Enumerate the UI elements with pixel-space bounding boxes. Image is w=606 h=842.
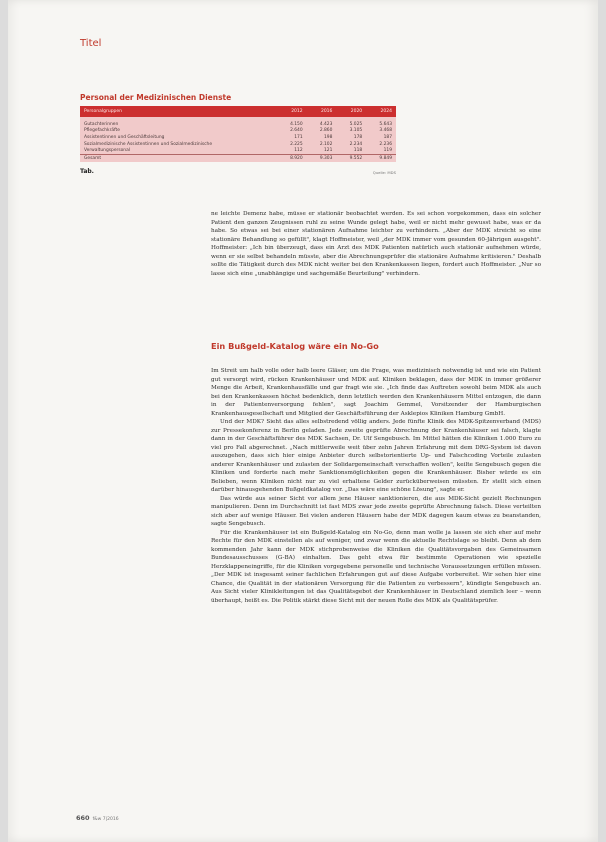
paragraph: ne leichte Demenz habe, müsse er stationär beobachtet werden. Es sei schon vorgekommen, dass ein solcher Patient den ganzen Zeugnissen ruhl zu seine Wunde gelegt habe, weil er nicht mehr gewusst habe, was er da habe. So etwas sei bei einer stationären Aufnahme leichter zu verhindern. „Aber der MDK streicht so eine stationäre Behandlung so gefüllt", klagt Hoffmeister, weil „der MDK immer vom gesunden 60-Jährigen ausgeht". Hoffmeister: „Ich bin überzeugt, dass ein Arzt des MDK Patienten natürlich auch stationär aufnehmen würde, wenn er sie selbst behandeln müsste, aber die Abrechnungsprüfer die stationäre Aufnahme kritisieren." Deshalb sollte die Tätigkeit durch des MDK nicht weiter bei den Krankenkassen liegen, fordert auch Hoffmeister. „Nur so lasse sich eine „unabhängige und sachgemäße Beurteilung" verhindern. bbox=[211, 211, 541, 277]
paragraph: Das würde aus seiner Sicht vor allem jene Häuser sanktionieren, die aus MDK-Sicht gezielt Rechnungen manipulieren. Denn im Durchschnitt ist fast MDS zwar jede zweite geprüfte Abrechnung falsch. Diese verteilten sich aber auf wenige Häuser. Bei vielen anderen Häusern habe der MDK dagegen kaum etwas zu beanstanden, sagte Sengebusch. bbox=[211, 495, 541, 528]
table-cell: 4.423 bbox=[307, 121, 337, 128]
table-row bbox=[80, 121, 396, 128]
table-cell: 198 bbox=[307, 134, 337, 141]
table-cell: 121 bbox=[307, 147, 337, 154]
section-label: Titel bbox=[80, 38, 102, 49]
page-footer bbox=[76, 805, 119, 824]
table-cell: 118 bbox=[336, 147, 366, 154]
staff-table-block bbox=[80, 93, 396, 175]
table-source: Quelle: MDS bbox=[372, 169, 396, 175]
table-cell: 4.150 bbox=[277, 121, 307, 128]
table-header-cell: 2024 bbox=[366, 106, 396, 117]
table-row bbox=[80, 147, 396, 154]
table-cell: 178 bbox=[336, 134, 366, 141]
magazine-page bbox=[8, 0, 598, 842]
table-cell: 3.105 bbox=[336, 128, 366, 135]
table-cell: Gesamt bbox=[80, 154, 277, 161]
table-cell: 3.468 bbox=[366, 128, 396, 135]
staff-table bbox=[80, 106, 396, 162]
article-text-bottom bbox=[211, 367, 541, 605]
paragraph: Für die Krankenhäuser ist ein Bußgeld-Katalog ein No-Go, denn man wolle ja lassen sie sich eher auf mehr Rechte für den MDK einstellen als auf weniger, und zwar wenn die aktuelle Rechtslage so bleibt. Denn ab dem kommenden Jahr kann der MDK stichprobenweise die Kliniken die Qualitätsvorgaben des Gemeinsamen Bundesausschusses (G-BA) einhalten. Das geht etwa für bestimmte Operationen wie spezielle Herzklappeneingriffe, für die Kliniken vorgegebene personelle und technische Voraussetzungen erfüllen müssen. „Der MDK ist insgesamt seiner fachlichen Erfahrungen gut auf diese Aufgabe vorbereitet. Wir sehen hier eine Chance, die Qualität in der stationären Versorgung für die Patienten zu verbessern", kündigte Sengebusch an. Aus Sicht vieler Klinikleitungen ist das Qualitätsgebot der Krankenhäuser in Deutschland ziemlich leer – wenn überhaupt, heißt es. Die Politik stärkt diese Sicht mit der neuen Rolle des MDK als Qualitätsprüfer. bbox=[211, 529, 541, 604]
magazine-issue: f&w 7|2016 bbox=[92, 817, 119, 822]
table-header-row bbox=[80, 106, 396, 117]
table-cell: 171 bbox=[277, 134, 307, 141]
table-cell: 2.234 bbox=[336, 141, 366, 148]
table-cell: 9.303 bbox=[307, 154, 337, 161]
table-cell: Verwaltungspersonal bbox=[80, 147, 277, 154]
table-cell: 119 bbox=[366, 147, 396, 154]
table-cell: Sozialmedizinische Assistentinnen und Sozialmedizinische bbox=[80, 141, 277, 148]
table-caption bbox=[80, 168, 396, 175]
table-cell: 5.643 bbox=[366, 121, 396, 128]
table-row bbox=[80, 128, 396, 135]
article-text-top bbox=[211, 210, 541, 278]
table-cell: 2.225 bbox=[277, 141, 307, 148]
table-cell: 5.025 bbox=[336, 121, 366, 128]
page-number: 660 bbox=[76, 814, 90, 822]
table-header-cell: 2020 bbox=[336, 106, 366, 117]
paragraph: Im Streit um halb volle oder halb leere Gläser, um die Frage, was medizinisch notwendig ist und wie ein Patient gut versorgt wird, rücken Krankenhäuser und MDK auf. Kliniken beklagen, dass der MDK in immer größerer Menge die Arbeit, Krankenhausfälle und gar fragt wie sie. „Ich finde das Auftreten sowohl beim MDK als auch bei den Krankenkassen höchst bedenklich, denn letztlich werden den Krankenhäusern Mittel entzogen, die dann in der Patientenversorgung fehlen", sagt Joachim Gemmel, Vorsitzender der Hamburgischen Krankenhausgesellschaft und Mitglied der Geschäftsführung der Asklepios Kliniken Hamburg GmbH. bbox=[211, 368, 541, 417]
table-header-cell: 2016 bbox=[307, 106, 337, 117]
table-label: Tab. bbox=[80, 167, 94, 175]
table-cell: 9.552 bbox=[336, 154, 366, 161]
table-cell: 2.640 bbox=[277, 128, 307, 135]
table-row bbox=[80, 134, 396, 141]
table-cell: Assistentinnen und Geschäftsleitung bbox=[80, 134, 277, 141]
table-cell: 187 bbox=[366, 134, 396, 141]
table-header-cell: 2012 bbox=[277, 106, 307, 117]
table-row bbox=[80, 141, 396, 148]
table-cell: 2.102 bbox=[307, 141, 337, 148]
article-subheading: Ein Bußgeld-Katalog wäre ein No-Go bbox=[211, 341, 379, 351]
table-title: Personal der Medizinischen Dienste bbox=[80, 93, 232, 102]
paragraph: Und der MDK? Sieht das alles selbstredend völlig anders. Jede fünfte Klinik des MDK-Spitzenverband (MDS) zur Pressekonferenz in Berlin geladen. Jede zweite geprüfte Abrechnung der Krankenhäuser sei falsch, klagte dann in der Geschäftsführer des MDK Sachsen, Dr. Ulf Sengebusch. Im Mittel hätten die Kliniken 1.000 Euro zu viel pro Fall abgerechnet. „Nach mittlerweile weit über zehn Jahren Erfahrung mit dem DRG-System ist davon auszugehen, dass sich hier einige Anbieter durch selbstorientierte Up- und Falschcoding Vorteile zulasten anderer Krankenhäuser und zulasten der Solidargemeinschaft verschaffen wollen", keilte Sengebusch gegen die Kliniken und forderte nach mehr Sanktionsmöglichkeiten gegen die Krankenhäuser. Bisher würde es ein Belieben, wenn Kliniken nicht nur zu viel erhaltene Gelder zurücküberweisen müssten. Er stellt sich einen darüber hinausgehenden Bußgeldkatalog vor. „Das wäre eine schöne Lösung", sagte er. bbox=[211, 419, 541, 494]
table-cell: Pflegefachkräfte bbox=[80, 128, 277, 135]
table-cell: 2.860 bbox=[307, 128, 337, 135]
table-cell: 2.236 bbox=[366, 141, 396, 148]
table-cell: 9.849 bbox=[366, 154, 396, 161]
table-cell: Gutachterinnen bbox=[80, 121, 277, 128]
table-cell: 112 bbox=[277, 147, 307, 154]
table-cell: 8.920 bbox=[277, 154, 307, 161]
table-header-cell: Personalgruppen bbox=[80, 106, 277, 117]
table-total-row bbox=[80, 154, 396, 161]
